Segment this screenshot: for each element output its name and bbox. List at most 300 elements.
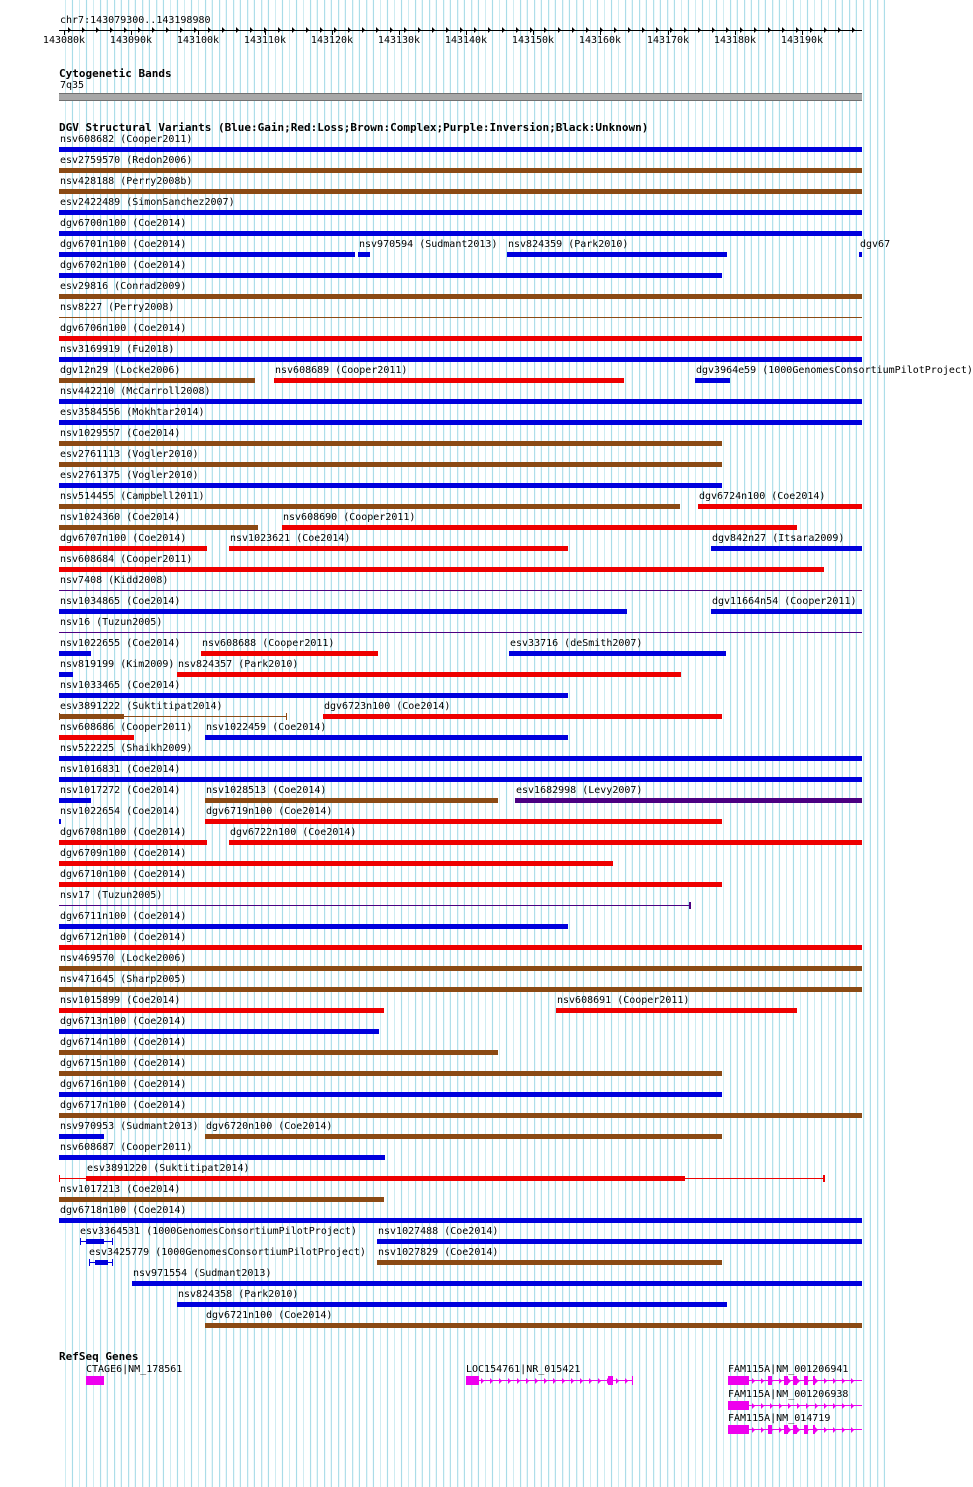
dgv-variant-bar[interactable] bbox=[59, 294, 862, 299]
refseq-strand-chevron bbox=[779, 1427, 782, 1433]
dgv-track-title[interactable]: DGV Structural Variants (Blue:Gain;Red:Loss;Brown:Complex;Purple:Inversion;Black:Unknown) bbox=[59, 121, 649, 134]
refseq-exon[interactable] bbox=[813, 1376, 815, 1385]
dgv-variant-bar[interactable] bbox=[59, 1008, 384, 1013]
dgv-variant-label[interactable]: esv3584556 (Mokhtar2014) bbox=[60, 407, 205, 418]
dgv-variant-bar[interactable] bbox=[59, 252, 355, 257]
dgv-variant-bar[interactable] bbox=[86, 1176, 685, 1181]
dgv-variant-label[interactable]: nsv428188 (Perry2008b) bbox=[60, 176, 193, 187]
refseq-strand-chevron bbox=[517, 1378, 520, 1384]
dgv-variant-label[interactable]: dgv6718n100 (Coe2014) bbox=[60, 1205, 187, 1216]
dgv-variant-label[interactable]: nsv1029557 (Coe2014) bbox=[60, 428, 181, 439]
dgv-variant-label[interactable]: nsv824358 (Park2010) bbox=[178, 1289, 299, 1300]
ruler-arrow bbox=[586, 27, 589, 33]
refseq-strand-chevron bbox=[851, 1427, 854, 1433]
ruler-arrow bbox=[124, 27, 127, 33]
ruler-arrow bbox=[432, 27, 435, 33]
refseq-strand-chevron bbox=[508, 1378, 511, 1384]
refseq-strand-chevron bbox=[806, 1403, 809, 1409]
ruler-arrow bbox=[628, 27, 631, 33]
dgv-variant-bar[interactable] bbox=[59, 1092, 722, 1097]
dgv-variant-bar[interactable] bbox=[698, 504, 862, 509]
ruler-arrow bbox=[166, 27, 169, 33]
dgv-variant-label[interactable]: esv2761375 (Vogler2010) bbox=[60, 470, 199, 481]
refseq-strand-chevron bbox=[824, 1378, 827, 1384]
dgv-variant-bar[interactable] bbox=[59, 567, 824, 572]
ruler-arrow bbox=[810, 27, 813, 33]
dgv-variant-label[interactable]: dgv6717n100 (Coe2014) bbox=[60, 1100, 187, 1111]
refseq-strand-chevron bbox=[625, 1378, 628, 1384]
refseq-strand-chevron bbox=[571, 1378, 574, 1384]
dgv-variant-bar[interactable] bbox=[59, 714, 124, 719]
refseq-strand-chevron bbox=[526, 1378, 529, 1384]
ruler-arrow bbox=[222, 27, 225, 33]
dgv-variant-bar[interactable] bbox=[515, 798, 862, 803]
ruler-arrow bbox=[460, 27, 463, 33]
dgv-variant-bar[interactable] bbox=[59, 1155, 385, 1160]
dgv-variant-label[interactable]: nsv7408 (Kidd2008) bbox=[60, 575, 169, 586]
ruler-arrow bbox=[712, 27, 715, 33]
dgv-variant-label[interactable]: nsv971554 (Sudmant2013) bbox=[133, 1268, 272, 1279]
dgv-variant-label[interactable]: dgv6713n100 (Coe2014) bbox=[60, 1016, 187, 1027]
ruler-arrow bbox=[180, 27, 183, 33]
refseq-strand-chevron bbox=[842, 1378, 845, 1384]
dgv-variant-bar[interactable] bbox=[59, 210, 862, 215]
dgv-variant-label[interactable]: dgv6700n100 (Coe2014) bbox=[60, 218, 187, 229]
ruler-arrow bbox=[572, 27, 575, 33]
refseq-strand-chevron bbox=[761, 1427, 764, 1433]
dgv-variant-label[interactable]: dgv12n29 (Locke2006) bbox=[60, 365, 181, 376]
dgv-variant-label[interactable]: esv29816 (Conrad2009) bbox=[60, 281, 187, 292]
refseq-strand-chevron bbox=[842, 1427, 845, 1433]
dgv-variant-bar[interactable] bbox=[59, 441, 722, 446]
refseq-strand-chevron bbox=[824, 1427, 827, 1433]
dgv-variant-label[interactable]: nsv970953 (Sudmant2013) bbox=[60, 1121, 199, 1132]
ruler-arrow bbox=[194, 27, 197, 33]
dgv-variant-bar[interactable] bbox=[59, 882, 722, 887]
dgv-variant-bar[interactable] bbox=[556, 1008, 797, 1013]
dgv-variant-label[interactable]: dgv6701n100 (Coe2014) bbox=[60, 239, 187, 250]
dgv-variant-label[interactable]: nsv1017213 (Coe2014) bbox=[60, 1184, 181, 1195]
dgv-variant-bar[interactable] bbox=[229, 840, 862, 845]
ruler-arrow bbox=[656, 27, 659, 33]
dgv-variant-label[interactable]: nsv1027488 (Coe2014) bbox=[378, 1226, 499, 1237]
refseq-strand-chevron bbox=[851, 1378, 854, 1384]
dgv-variant-bar[interactable] bbox=[59, 905, 690, 906]
dgv-variant-bar[interactable] bbox=[59, 336, 862, 341]
region-label: chr7:143079300..143198980 bbox=[60, 15, 211, 26]
dgv-variant-label[interactable]: nsv608690 (Cooper2011) bbox=[283, 512, 416, 523]
refseq-strand-chevron bbox=[761, 1403, 764, 1409]
dgv-variant-label[interactable]: esv1682998 (Levy2007) bbox=[516, 785, 643, 796]
refseq-strand-chevron bbox=[580, 1378, 583, 1384]
dgv-variant-bar[interactable] bbox=[59, 966, 862, 971]
refseq-exon[interactable] bbox=[86, 1376, 104, 1385]
dgv-variant-bar[interactable] bbox=[205, 798, 498, 803]
dgv-variant-label[interactable]: esv3891220 (Suktitipat2014) bbox=[87, 1163, 250, 1174]
dgv-variant-label[interactable]: nsv3169919 (Fu2018) bbox=[60, 344, 175, 355]
dgv-variant-label[interactable]: nsv824357 (Park2010) bbox=[178, 659, 299, 670]
ruler-tick-label: 143160k bbox=[578, 35, 622, 46]
ruler-arrow bbox=[278, 27, 281, 33]
ruler-arrow bbox=[96, 27, 99, 33]
ruler-arrow bbox=[670, 27, 673, 33]
dgv-variant-bar[interactable] bbox=[59, 1050, 498, 1055]
dgv-variant-label[interactable]: nsv608687 (Cooper2011) bbox=[60, 1142, 193, 1153]
dgv-variant-bar[interactable] bbox=[59, 987, 862, 992]
dgv-variant-bar[interactable] bbox=[59, 777, 862, 782]
refseq-strand-chevron bbox=[833, 1427, 836, 1433]
ruler-tick-label: 143090k bbox=[109, 35, 153, 46]
dgv-variant-label[interactable]: dgv6712n100 (Coe2014) bbox=[60, 932, 187, 943]
dgv-variant-label[interactable]: nsv514455 (Campbell2011) bbox=[60, 491, 205, 502]
dgv-variant-label[interactable]: esv3425779 (1000GenomesConsortiumPilotProject) bbox=[89, 1247, 366, 1258]
dgv-variant-bar[interactable] bbox=[95, 1260, 108, 1265]
dgv-variant-label[interactable]: nsv970594 (Sudmant2013) bbox=[359, 239, 498, 250]
dgv-variant-label[interactable]: nsv608691 (Cooper2011) bbox=[557, 995, 690, 1006]
dgv-variant-label[interactable]: nsv471645 (Sharp2005) bbox=[60, 974, 187, 985]
dgv-variant-bar[interactable] bbox=[177, 672, 681, 677]
dgv-variant-label[interactable]: nsv1034865 (Coe2014) bbox=[60, 596, 181, 607]
dgv-variant-label[interactable]: esv3891222 (Suktitipat2014) bbox=[60, 701, 223, 712]
dgv-variant-label[interactable]: dgv6702n100 (Coe2014) bbox=[60, 260, 187, 271]
ruler-arrow bbox=[558, 27, 561, 33]
ruler-tick-label: 143080k bbox=[42, 35, 86, 46]
dgv-variant-bar[interactable] bbox=[59, 798, 91, 803]
refseq-strand-chevron bbox=[770, 1403, 773, 1409]
dgv-variant-bar[interactable] bbox=[59, 651, 91, 656]
refseq-strand-chevron bbox=[761, 1378, 764, 1384]
ruler-arrow bbox=[768, 27, 771, 33]
refseq-strand-chevron bbox=[815, 1427, 818, 1433]
dgv-variant-label[interactable]: dgv6706n100 (Coe2014) bbox=[60, 323, 187, 334]
dgv-variant-label[interactable]: nsv1015899 (Coe2014) bbox=[60, 995, 181, 1006]
dgv-variant-label[interactable]: dgv6715n100 (Coe2014) bbox=[60, 1058, 187, 1069]
left-margin bbox=[0, 0, 59, 1487]
refseq-gene-label[interactable]: FAM115A|NM_014719 bbox=[728, 1413, 831, 1424]
refseq-exon[interactable] bbox=[728, 1425, 749, 1434]
ruler-arrow bbox=[516, 27, 519, 33]
dgv-variant-bar[interactable] bbox=[509, 651, 726, 656]
ruler-arrow bbox=[320, 27, 323, 33]
dgv-variant-bar[interactable] bbox=[59, 168, 862, 173]
refseq-strand-chevron bbox=[589, 1378, 592, 1384]
refseq-strand-chevron bbox=[824, 1403, 827, 1409]
dgv-variant-label[interactable]: dgv6720n100 (Coe2014) bbox=[206, 1121, 333, 1132]
ruler-tick-label: 143130k bbox=[377, 35, 421, 46]
ruler-arrow bbox=[250, 27, 253, 33]
dgv-variant-label[interactable]: dgv6714n100 (Coe2014) bbox=[60, 1037, 187, 1048]
dgv-variant-bar[interactable] bbox=[59, 840, 207, 845]
refseq-exon[interactable] bbox=[784, 1425, 788, 1434]
ruler-arrow bbox=[782, 27, 785, 33]
dgv-variant-bar[interactable] bbox=[507, 252, 727, 257]
dgv-variant-bar[interactable] bbox=[59, 1218, 862, 1223]
dgv-variant-bar[interactable] bbox=[59, 1134, 104, 1139]
refseq-strand-chevron bbox=[535, 1378, 538, 1384]
cytoband-track-title[interactable]: Cytogenetic Bands bbox=[59, 67, 172, 80]
refseq-strand-chevron bbox=[797, 1378, 800, 1384]
dgv-variant-label[interactable]: nsv1027829 (Coe2014) bbox=[378, 1247, 499, 1258]
refseq-exon[interactable] bbox=[804, 1376, 808, 1385]
dgv-variant-label[interactable]: dgv6707n100 (Coe2014) bbox=[60, 533, 187, 544]
ruler-tick-label: 143110k bbox=[243, 35, 287, 46]
dgv-variant-label[interactable]: nsv1017272 (Coe2014) bbox=[60, 785, 181, 796]
dgv-variant-bar[interactable] bbox=[59, 317, 862, 318]
dgv-variant-bar[interactable] bbox=[323, 714, 722, 719]
dgv-variant-label[interactable]: nsv608682 (Cooper2011) bbox=[60, 134, 193, 145]
refseq-track-title[interactable]: RefSeq Genes bbox=[59, 1350, 139, 1363]
dgv-variant-label[interactable]: nsv608686 (Cooper2011) bbox=[60, 722, 193, 733]
dgv-variant-label[interactable]: esv3364531 (1000GenomesConsortiumPilotProject) bbox=[80, 1226, 357, 1237]
dgv-variant-bar[interactable] bbox=[358, 252, 370, 257]
refseq-strand-chevron bbox=[779, 1378, 782, 1384]
refseq-exon[interactable] bbox=[768, 1425, 772, 1434]
refseq-exon[interactable] bbox=[768, 1376, 772, 1385]
ruler-arrow bbox=[138, 27, 141, 33]
refseq-strand-chevron bbox=[833, 1403, 836, 1409]
ruler-arrow bbox=[642, 27, 645, 33]
dgv-variant-label[interactable]: nsv16 (Tuzun2005) bbox=[60, 617, 163, 628]
refseq-gene-label[interactable]: FAM115A|NM_001206941 bbox=[728, 1364, 849, 1375]
dgv-variant-bar[interactable] bbox=[59, 632, 862, 633]
dgv-variant-label[interactable]: nsv819199 (Kim2009) bbox=[60, 659, 175, 670]
dgv-variant-bar[interactable] bbox=[59, 924, 568, 929]
refseq-strand-chevron bbox=[616, 1378, 619, 1384]
dgv-variant-bar[interactable] bbox=[229, 546, 568, 551]
dgv-variant-label[interactable]: dgv67 bbox=[860, 239, 891, 250]
dgv-variant-bar[interactable] bbox=[59, 1113, 862, 1118]
ruler-arrow bbox=[376, 27, 379, 33]
refseq-strand-chevron bbox=[481, 1378, 484, 1384]
dgv-variant-label[interactable]: esv2759570 (Redon2006) bbox=[60, 155, 193, 166]
dgv-variant-bar[interactable] bbox=[59, 1197, 384, 1202]
refseq-strand-chevron bbox=[797, 1403, 800, 1409]
dgv-variant-bar[interactable] bbox=[205, 1134, 722, 1139]
dgv-variant-bar[interactable] bbox=[59, 462, 722, 467]
dgv-variant-bar[interactable] bbox=[59, 546, 207, 551]
dgv-variant-bar[interactable] bbox=[205, 735, 568, 740]
dgv-variant-bar[interactable] bbox=[59, 1029, 379, 1034]
ruler-arrow bbox=[82, 27, 85, 33]
ruler-arrow bbox=[418, 27, 421, 33]
refseq-exon[interactable] bbox=[728, 1401, 749, 1410]
ruler-arrow bbox=[334, 27, 337, 33]
dgv-variant-bar[interactable] bbox=[205, 819, 722, 824]
refseq-exon[interactable] bbox=[804, 1425, 808, 1434]
refseq-strand-chevron bbox=[562, 1378, 565, 1384]
dgv-variant-label[interactable]: dgv6716n100 (Coe2014) bbox=[60, 1079, 187, 1090]
dgv-variant-bar[interactable] bbox=[59, 483, 722, 488]
refseq-exon[interactable] bbox=[608, 1376, 613, 1385]
dgv-variant-endmark bbox=[689, 902, 691, 909]
dgv-variant-bar[interactable] bbox=[59, 273, 722, 278]
refseq-strand-chevron bbox=[779, 1403, 782, 1409]
dgv-variant-label[interactable]: dgv6709n100 (Coe2014) bbox=[60, 848, 187, 859]
dgv-variant-label[interactable]: nsv1022655 (Coe2014) bbox=[60, 638, 181, 649]
dgv-variant-bar[interactable] bbox=[59, 756, 862, 761]
ruler-arrow bbox=[236, 27, 239, 33]
dgv-variant-bar[interactable] bbox=[59, 609, 627, 614]
ruler-arrow bbox=[292, 27, 295, 33]
dgv-variant-label[interactable]: nsv8227 (Perry2008) bbox=[60, 302, 175, 313]
dgv-variant-endmark bbox=[823, 1175, 825, 1182]
refseq-exon[interactable] bbox=[784, 1376, 788, 1385]
dgv-variant-bar[interactable] bbox=[59, 735, 134, 740]
dgv-variant-bar[interactable] bbox=[59, 590, 862, 591]
refseq-strand-chevron bbox=[598, 1378, 601, 1384]
ruler-tick-label: 143140k bbox=[444, 35, 488, 46]
dgv-variant-label[interactable]: nsv1023621 (Coe2014) bbox=[230, 533, 351, 544]
ruler-arrow bbox=[838, 27, 841, 33]
ruler-arrow bbox=[404, 27, 407, 33]
ruler-arrow bbox=[754, 27, 757, 33]
ruler-arrow bbox=[796, 27, 799, 33]
refseq-strand-chevron bbox=[815, 1378, 818, 1384]
refseq-strand-chevron bbox=[752, 1427, 755, 1433]
dgv-variant-bar[interactable] bbox=[59, 420, 862, 425]
dgv-variant-label[interactable]: dgv6724n100 (Coe2014) bbox=[699, 491, 826, 502]
dgv-variant-label[interactable]: dgv6723n100 (Coe2014) bbox=[324, 701, 451, 712]
dgv-variant-startmark bbox=[59, 1175, 60, 1182]
dgv-variant-endmark bbox=[112, 1238, 113, 1245]
ruler-arrow bbox=[390, 27, 393, 33]
refseq-strand-chevron bbox=[544, 1378, 547, 1384]
dgv-variant-bar[interactable] bbox=[859, 252, 862, 257]
cytoband-label: 7q35 bbox=[60, 80, 85, 91]
dgv-variant-label[interactable]: nsv1024360 (Coe2014) bbox=[60, 512, 181, 523]
refseq-strand-chevron bbox=[797, 1427, 800, 1433]
dgv-variant-label[interactable]: nsv442210 (McCarroll2008) bbox=[60, 386, 211, 397]
cytoband-7q35[interactable] bbox=[59, 93, 862, 101]
ruler-arrow bbox=[614, 27, 617, 33]
ruler-arrow bbox=[446, 27, 449, 33]
dgv-variant-bar[interactable] bbox=[201, 651, 378, 656]
refseq-strand-chevron bbox=[815, 1403, 818, 1409]
dgv-variant-bar[interactable] bbox=[711, 546, 862, 551]
dgv-variant-label[interactable]: dgv6708n100 (Coe2014) bbox=[60, 827, 187, 838]
dgv-variant-label[interactable]: nsv608689 (Cooper2011) bbox=[275, 365, 408, 376]
dgv-variant-bar[interactable] bbox=[274, 378, 624, 383]
dgv-variant-label[interactable]: nsv608688 (Cooper2011) bbox=[202, 638, 335, 649]
ruler-tick-label: 143170k bbox=[646, 35, 690, 46]
dgv-variant-endmark bbox=[112, 1259, 113, 1266]
dgv-variant-label[interactable]: dgv6711n100 (Coe2014) bbox=[60, 911, 187, 922]
refseq-exon[interactable] bbox=[793, 1425, 797, 1434]
refseq-exon[interactable] bbox=[793, 1376, 797, 1385]
dgv-variant-bar[interactable] bbox=[59, 378, 255, 383]
refseq-gene-label[interactable]: CTAGE6|NM_178561 bbox=[86, 1364, 183, 1375]
dgv-variant-bar[interactable] bbox=[59, 147, 862, 152]
refseq-exon[interactable] bbox=[813, 1425, 815, 1434]
dgv-variant-label[interactable]: nsv469570 (Locke2006) bbox=[60, 953, 187, 964]
ruler-arrow bbox=[488, 27, 491, 33]
ruler-arrow bbox=[208, 27, 211, 33]
dgv-variant-bar[interactable] bbox=[59, 357, 862, 362]
ruler-tick-label: 143150k bbox=[511, 35, 555, 46]
dgv-variant-bar[interactable] bbox=[86, 1239, 104, 1244]
refseq-strand-chevron bbox=[842, 1403, 845, 1409]
refseq-strand-chevron bbox=[851, 1403, 854, 1409]
dgv-variant-bar[interactable] bbox=[695, 378, 730, 383]
dgv-variant-startmark bbox=[80, 1238, 81, 1245]
ruler-arrow bbox=[824, 27, 827, 33]
dgv-variant-bar[interactable] bbox=[377, 1239, 862, 1244]
dgv-variant-label[interactable]: nsv1022459 (Coe2014) bbox=[206, 722, 327, 733]
dgv-variant-label[interactable]: dgv11664n54 (Cooper2011) bbox=[712, 596, 857, 607]
ruler-arrow bbox=[362, 27, 365, 33]
refseq-strand-chevron bbox=[490, 1378, 493, 1384]
dgv-variant-bar[interactable] bbox=[59, 945, 862, 950]
refseq-gene-label[interactable]: FAM115A|NM_001206938 bbox=[728, 1389, 849, 1400]
dgv-variant-label[interactable]: dgv6721n100 (Coe2014) bbox=[206, 1310, 333, 1321]
dgv-variant-label[interactable]: nsv608684 (Cooper2011) bbox=[60, 554, 193, 565]
ruler-arrow bbox=[740, 27, 743, 33]
refseq-strand-chevron bbox=[499, 1378, 502, 1384]
refseq-exon[interactable] bbox=[728, 1376, 749, 1385]
dgv-variant-label[interactable]: esv2761113 (Vogler2010) bbox=[60, 449, 199, 460]
dgv-variant-bar[interactable] bbox=[59, 672, 73, 677]
refseq-exon[interactable] bbox=[466, 1376, 479, 1385]
dgv-variant-label[interactable]: nsv1033465 (Coe2014) bbox=[60, 680, 181, 691]
dgv-variant-label[interactable]: dgv6722n100 (Coe2014) bbox=[230, 827, 357, 838]
dgv-variant-bar[interactable] bbox=[59, 231, 862, 236]
ruler-arrow bbox=[726, 27, 729, 33]
refseq-gene-label[interactable]: LOC154761|NR_015421 bbox=[466, 1364, 581, 1375]
refseq-strand-chevron bbox=[553, 1378, 556, 1384]
refseq-strand-chevron bbox=[752, 1378, 755, 1384]
ruler-arrow bbox=[684, 27, 687, 33]
dgv-variant-bar[interactable] bbox=[132, 1281, 862, 1286]
dgv-variant-label[interactable]: dgv3964e59 (1000GenomesConsortiumPilotProject) bbox=[696, 365, 973, 376]
dgv-variant-label[interactable]: esv33716 (deSmith2007) bbox=[510, 638, 643, 649]
dgv-variant-label[interactable]: nsv17 (Tuzun2005) bbox=[60, 890, 163, 901]
dgv-variant-bar[interactable] bbox=[59, 525, 258, 530]
ruler-tick-label: 143120k bbox=[310, 35, 354, 46]
dgv-variant-bar[interactable] bbox=[59, 504, 680, 509]
dgv-variant-label[interactable]: dgv6719n100 (Coe2014) bbox=[206, 806, 333, 817]
ruler-arrow bbox=[474, 27, 477, 33]
dgv-variant-label[interactable]: dgv842n27 (Itsara2009) bbox=[712, 533, 845, 544]
dgv-variant-bar[interactable] bbox=[177, 1302, 727, 1307]
dgv-variant-label[interactable]: nsv1016831 (Coe2014) bbox=[60, 764, 181, 775]
dgv-variant-label[interactable]: dgv6710n100 (Coe2014) bbox=[60, 869, 187, 880]
dgv-variant-label[interactable]: nsv824359 (Park2010) bbox=[508, 239, 629, 250]
dgv-variant-endmark bbox=[286, 713, 287, 720]
ruler-arrow bbox=[306, 27, 309, 33]
dgv-variant-bar[interactable] bbox=[59, 861, 613, 866]
ruler-arrow bbox=[544, 27, 547, 33]
dgv-variant-label[interactable]: nsv1028513 (Coe2014) bbox=[206, 785, 327, 796]
dgv-variant-bar[interactable] bbox=[59, 1071, 722, 1076]
dgv-variant-bar[interactable] bbox=[282, 525, 797, 530]
dgv-variant-startmark bbox=[89, 1259, 90, 1266]
dgv-variant-bar[interactable] bbox=[59, 693, 568, 698]
dgv-variant-bar[interactable] bbox=[711, 609, 862, 614]
dgv-variant-bar[interactable] bbox=[59, 189, 862, 194]
dgv-variant-bar[interactable] bbox=[59, 399, 862, 404]
dgv-variant-bar[interactable] bbox=[205, 1323, 862, 1328]
refseq-strand-chevron bbox=[833, 1378, 836, 1384]
refseq-strand-chevron bbox=[788, 1403, 791, 1409]
ruler-tick-label: 143180k bbox=[713, 35, 757, 46]
ruler-tick-label: 143190k bbox=[780, 35, 824, 46]
ruler-arrow bbox=[152, 27, 155, 33]
dgv-variant-bar[interactable] bbox=[377, 1260, 722, 1265]
dgv-variant-label[interactable]: nsv522225 (Shaikh2009) bbox=[60, 743, 193, 754]
dgv-variant-label[interactable]: nsv1022654 (Coe2014) bbox=[60, 806, 181, 817]
dgv-variant-bar[interactable] bbox=[59, 819, 61, 824]
dgv-variant-label[interactable]: esv2422489 (SimonSanchez2007) bbox=[60, 197, 235, 208]
